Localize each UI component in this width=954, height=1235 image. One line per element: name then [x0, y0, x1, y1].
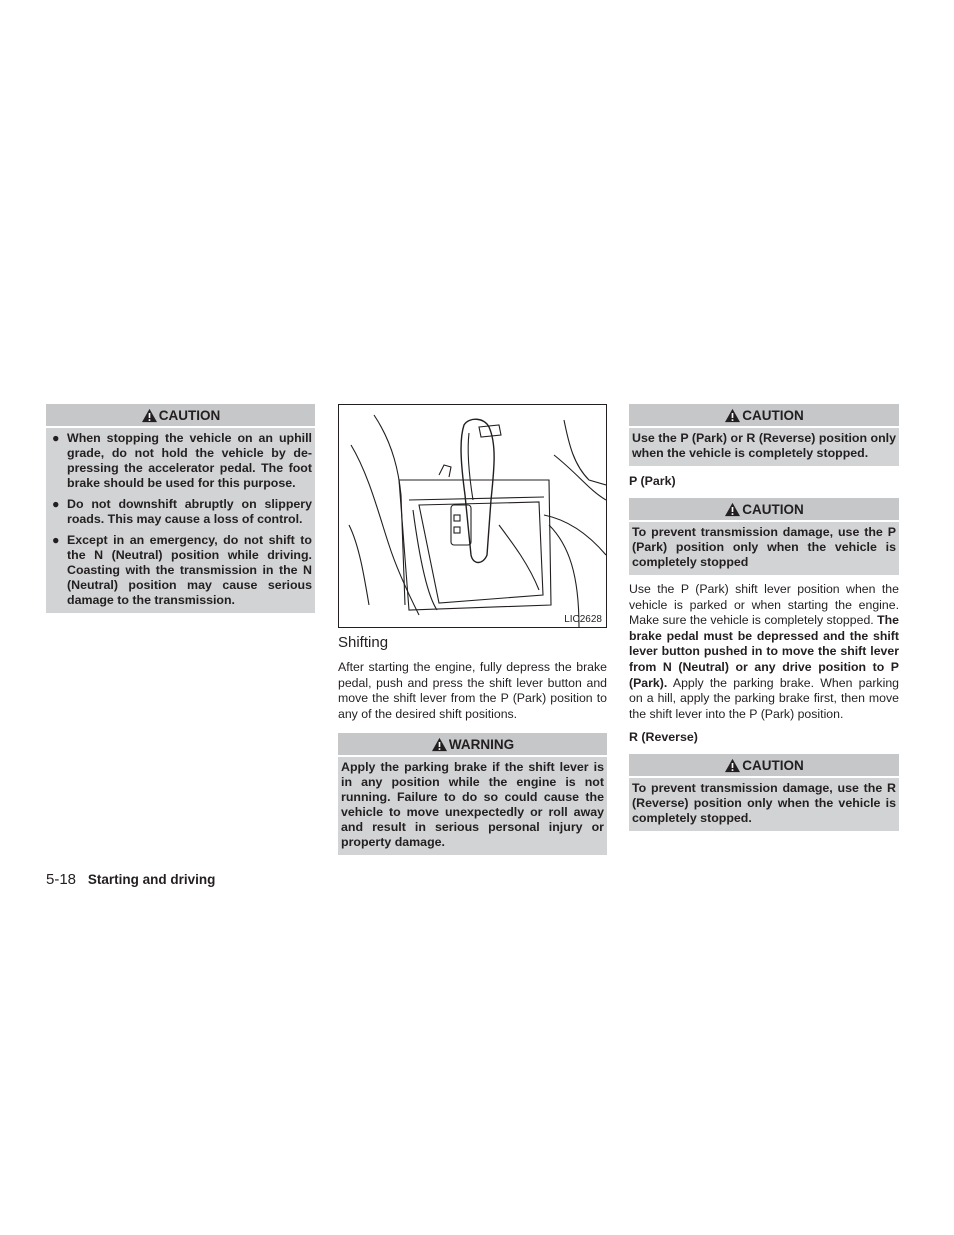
warning-triangle-icon	[724, 502, 741, 517]
bullet-icon: ●	[52, 533, 60, 547]
caution-box-left	[46, 404, 315, 613]
caution-heading: CAUTION	[629, 498, 899, 522]
section-title-shifting: Shifting	[338, 634, 389, 651]
park-paragraph: Use the P (Park) shift lever position when the vehicle is parked or when starting the engine. Make sure the vehicle is completely stopped. The brake pedal must be depressed and the shift lever button pushed in to move the shift lever from N (Neutral) or any drive position to P (Park). Apply the parking brake. When parking on a hill, apply the parking brake first, then move the shift lever into the P (Park) position.	[629, 582, 899, 721]
caution-box-park	[629, 498, 899, 575]
warning-triangle-icon	[724, 758, 741, 773]
bullet-icon: ●	[52, 431, 60, 445]
column-right	[629, 404, 899, 831]
caution-heading: CAUTION	[629, 404, 899, 428]
bullet-icon: ●	[52, 497, 60, 511]
shifting-paragraph: After starting the engine, fully depress the brake pedal, push and press the shift lever button and move the shift lever from the P (Park) position to any of the desired shift positions.	[338, 660, 607, 721]
list-item: ● When stopping the vehicle on an uphill grade, do not hold the vehicle by de-pressing the accelerator pedal. The foot brake should be used for this purpose.	[52, 431, 312, 490]
shift-lever-drawing	[339, 405, 606, 627]
warning-triangle-icon	[431, 737, 448, 752]
section-name: Starting and driving	[87, 872, 216, 887]
column-left	[46, 404, 315, 613]
caution-box-reverse	[629, 754, 899, 831]
warning-heading: WARNING	[338, 733, 607, 757]
list-item: ● Do not downshift abruptly on slippery roads. This may cause a loss of control.	[52, 497, 312, 526]
caution-heading: CAUTION	[46, 404, 315, 428]
shift-lever-illustration	[338, 404, 607, 628]
figure-label: LIC2628	[564, 614, 602, 625]
page-number: 5-18	[46, 871, 77, 888]
caution-box-top-right	[629, 404, 899, 466]
park-heading: P (Park)	[629, 474, 676, 488]
caution-text: Use the P (Park) or R (Reverse) position only when the vehicle is completely stopped.	[632, 431, 896, 460]
page-footer	[46, 871, 215, 888]
warning-triangle-icon	[724, 408, 741, 423]
reverse-heading: R (Reverse)	[629, 730, 698, 745]
warning-triangle-icon	[141, 408, 158, 423]
caution-list	[49, 431, 312, 608]
caution-text: To prevent transmission damage, use the R (Reverse) position only when the vehicle is completely stopped.	[632, 781, 896, 826]
list-item: ● Except in an emergency, do not shift to the N (Neutral) position while driving. Coasting with the transmission in the N (Neutral) position may cause serious damage to the transmission.	[52, 533, 312, 607]
caution-text: To prevent transmission damage, use the P (Park) position only when the vehicle is completely stopped	[632, 525, 896, 569]
column-middle	[338, 404, 607, 855]
warning-box	[338, 733, 607, 855]
caution-heading: CAUTION	[629, 754, 899, 778]
warning-text: Apply the parking brake if the shift lever is in any position while the engine is not running. Failure to do so could cause the vehicle to move unexpectedly or roll away and result in serious personal injury or property damage.	[341, 760, 604, 850]
